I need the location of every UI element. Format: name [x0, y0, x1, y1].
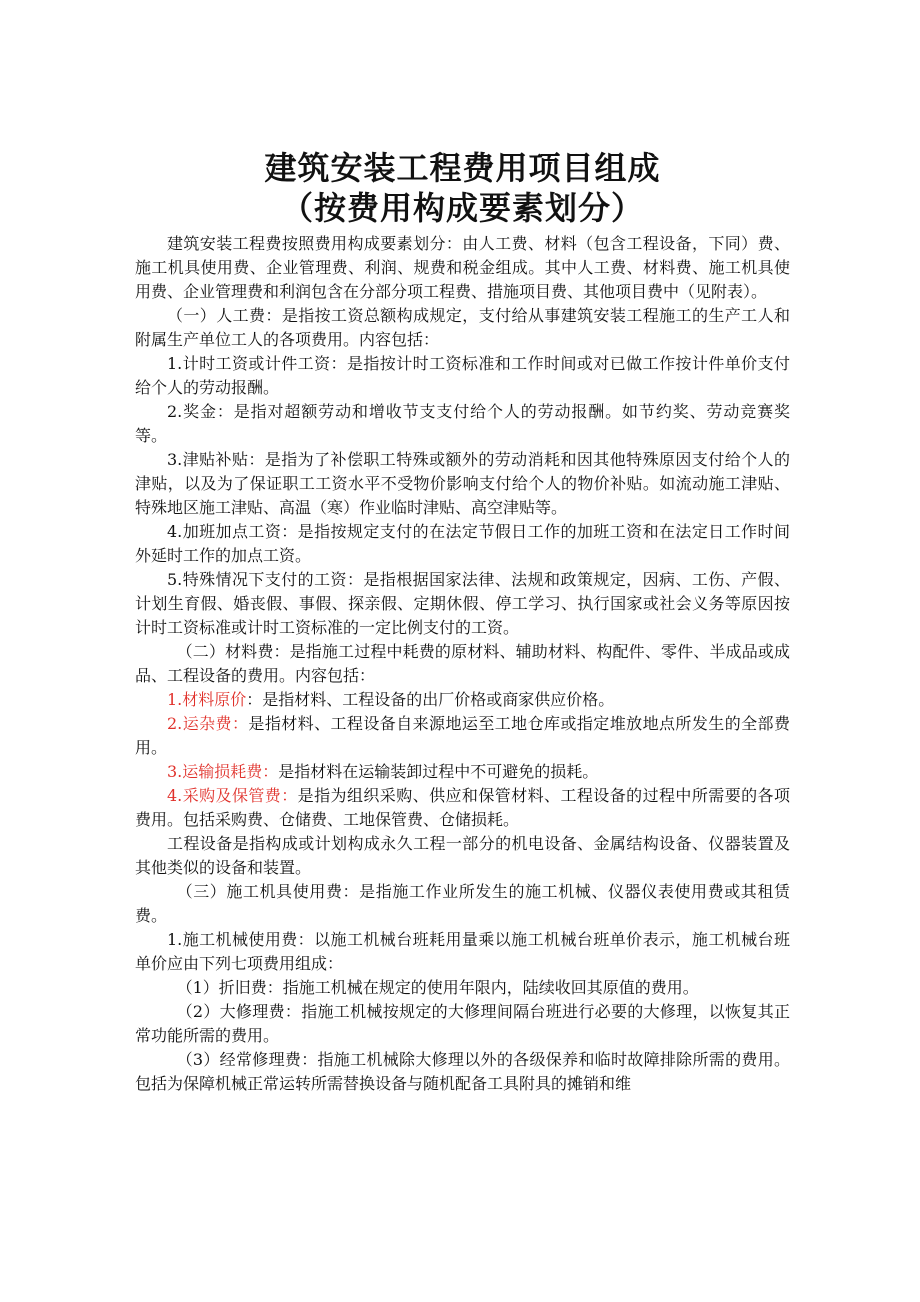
labor-heading: （一）人工费：是指按工资总额构成规定，支付给从事建筑安装工程施工的生产工人和附属生产单位工人的各项费用。内容包括：	[135, 306, 790, 349]
labor-item: 2.奖金：是指对超额劳动和增收节支支付给个人的劳动报酬。如节约奖、劳动竞赛奖等。	[135, 402, 790, 445]
material-item	[135, 712, 790, 760]
labor-item: 4.加班加点工资：是指按规定支付的在法定节假日工作的加班工资和在法定日工作时间外延时工作的加点工资。	[135, 522, 790, 565]
material-item-label: 3.运输损耗费：	[167, 762, 279, 781]
material-item	[135, 688, 790, 712]
material-item	[135, 760, 790, 784]
material-item	[135, 784, 790, 832]
document-body	[135, 232, 790, 1096]
material-item-label: 2.运杂费：	[167, 714, 249, 733]
machinery-heading: （三）施工机具使用费：是指施工作业所发生的施工机械、仪器仪表使用费或其租赁费。	[135, 882, 790, 925]
labor-item: 5.特殊情况下支付的工资：是指根据国家法律、法规和政策规定，因病、工伤、产假、计划生育假、婚丧假、事假、探亲假、定期休假、停工学习、执行国家或社会义务等原因按计时工资标准或计时工资标准的一定比例支付的工资。	[135, 570, 790, 637]
machinery-subitem: （2）大修理费：指施工机械按规定的大修理间隔台班进行必要的大修理，以恢复其正常功能所需的费用。	[135, 1002, 790, 1045]
machinery-subitem: （1）折旧费：指施工机械在规定的使用年限内，陆续收回其原值的费用。	[176, 978, 699, 997]
material-item-label: 4.采购及保管费：	[167, 786, 298, 805]
material-heading: （二）材料费：是指施工过程中耗费的原材料、辅助材料、构配件、零件、半成品或成品、工程设备的费用。内容包括：	[135, 642, 790, 685]
labor-item: 1.计时工资或计件工资：是指按计时工资标准和工作时间或对已做工作按计件单价支付给个人的劳动报酬。	[135, 354, 790, 397]
material-item-text: 是指为组织采购、供应和保管材料、工程设备的过程中所需要的各项费用。包括采购费、仓储费、工地保管费、仓储损耗。	[135, 786, 790, 829]
machinery-item: 1.施工机械使用费：以施工机械台班耗用量乘以施工机械台班单价表示，施工机械台班单价应由下列七项费用组成：	[135, 930, 790, 973]
material-item-text: ：是指材料、工程设备的出厂价格或商家供应价格。	[246, 690, 615, 709]
intro-paragraph: 建筑安装工程费按照费用构成要素划分：由人工费、材料（包含工程设备，下同）费、施工机具使用费、企业管理费、利润、规费和税金组成。其中人工费、材料费、施工机具使用费、企业管理费和利润包含在分部分项工程费、措施项目费、其他项目费中（见附表）。	[135, 234, 790, 301]
document-page	[135, 148, 790, 1096]
material-item-label: 1.材料原价	[167, 690, 247, 709]
machinery-subitem: （3）经常修理费：指施工机械除大修理以外的各级保养和临时故障排除所需的费用。包括为保障机械正常运转所需替换设备与随机配备工具附具的摊销和维	[135, 1050, 790, 1093]
document-title: 建筑安装工程费用项目组成	[264, 149, 661, 187]
material-item-text: 是指材料在运输装卸过程中不可避免的损耗。	[278, 762, 599, 781]
labor-item: 3.津贴补贴：是指为了补偿职工特殊或额外的劳动消耗和因其他特殊原因支付给个人的津贴，以及为了保证职工工资水平不受物价影响支付给个人的物价补贴。如流动施工津贴、特殊地区施工津贴、高温（寒）作业临时津贴、高空津贴等。	[135, 450, 790, 517]
material-item-text: 是指材料、工程设备自来源地运至工地仓库或指定堆放地点所发生的全部费用。	[135, 714, 790, 757]
equipment-note: 工程设备是指构成或计划构成永久工程一部分的机电设备、金属结构设备、仪器装置及其他类似的设备和装置。	[135, 834, 790, 877]
document-subtitle: （按费用构成要素划分）	[280, 189, 644, 227]
